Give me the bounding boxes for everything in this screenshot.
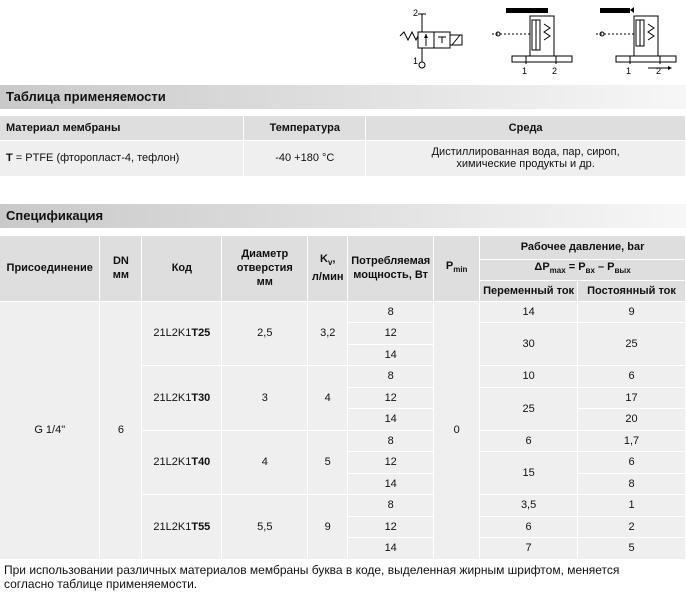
power-cell: 12	[348, 516, 434, 538]
dc-cell: 17	[578, 387, 686, 409]
dc-cell: 1,7	[578, 430, 686, 452]
table-row	[0, 301, 686, 323]
header-kv-main: K	[319, 253, 328, 266]
applicability-title: Таблица применяемости	[0, 85, 686, 109]
ac-cell: 6	[480, 430, 578, 452]
header-dn	[100, 236, 142, 301]
diameter-cell: 4	[222, 430, 308, 495]
dc-cell: 2	[578, 516, 686, 538]
dp-part1: ΔP	[534, 261, 550, 274]
code-prefix: 21L2K1	[153, 327, 192, 340]
medium-line-1: Дистиллированная вода, пар, сироп,	[431, 146, 620, 159]
ac-cell: 15	[480, 452, 578, 495]
code-cell	[142, 301, 222, 366]
dc-cell: 8	[578, 473, 686, 495]
dc-cell: 9	[578, 301, 686, 323]
kv-cell: 3,2	[308, 301, 348, 366]
valve-symbol-diagram	[396, 6, 476, 72]
header-pmin	[434, 236, 480, 301]
dp-part3: – P	[594, 261, 615, 274]
code-bold: T40	[191, 456, 211, 469]
applicability-header-row	[0, 116, 686, 140]
power-cell: 14	[348, 409, 434, 431]
specification-title: Спецификация	[0, 204, 686, 228]
code-prefix: 21L2K1	[153, 391, 192, 404]
power-cell: 8	[348, 301, 434, 323]
power-cell: 14	[348, 538, 434, 560]
code-prefix: 21L2K1	[153, 520, 192, 533]
dc-cell: 5	[578, 538, 686, 560]
header-temperature: Температура	[244, 116, 366, 140]
diameter-cell: 5,5	[222, 495, 308, 560]
power-cell: 8	[348, 430, 434, 452]
header-connection: Присоединение	[0, 236, 100, 301]
header-power-line2: мощность, Вт	[353, 269, 429, 282]
header-material: Материал мембраны	[0, 116, 244, 140]
kv-cell: 5	[308, 430, 348, 495]
material-code: T	[6, 152, 13, 165]
power-cell: 14	[348, 344, 434, 366]
dc-cell: 20	[578, 409, 686, 431]
header-kv-rest: ,	[332, 253, 336, 266]
valve-open-diagram	[596, 6, 682, 76]
header-ac: Переменный ток	[480, 280, 578, 301]
open-port-b-label: 2	[656, 66, 662, 76]
dp-part2: = P	[565, 261, 586, 274]
header-diameter-line3: мм	[256, 276, 273, 289]
dc-cell: 6	[578, 452, 686, 474]
power-cell: 12	[348, 387, 434, 409]
dp-sub3: вых	[614, 266, 631, 276]
header-code: Код	[142, 236, 222, 301]
diameter-cell: 3	[222, 366, 308, 431]
header-pmin-main: P	[445, 260, 454, 273]
header-diameter-line1: Диаметр	[241, 248, 289, 261]
dc-cell: 6	[578, 366, 686, 388]
header-delta-p	[480, 259, 686, 280]
applicability-row	[0, 140, 686, 176]
medium-cell	[366, 140, 686, 176]
header-power	[348, 236, 434, 301]
header-kv-sub: v	[327, 258, 333, 268]
temperature-cell: -40 +180 °C	[244, 140, 366, 176]
footnote	[4, 563, 684, 591]
dp-sub2: вх	[585, 266, 595, 276]
header-kv-unit: л/мин	[311, 271, 344, 284]
header-dn-line2: мм	[112, 269, 130, 282]
footnote-line-2: согласно таблице применяемости.	[4, 577, 198, 591]
diameter-cell: 2,5	[222, 301, 308, 366]
material-description: = PTFE (фторопласт-4, тефлон)	[12, 152, 180, 165]
code-cell	[142, 366, 222, 431]
power-cell: 14	[348, 473, 434, 495]
dn-cell: 6	[100, 301, 142, 559]
header-pmin-sub: min	[453, 265, 468, 275]
header-dn-line1: DN	[112, 255, 129, 268]
power-cell: 8	[348, 366, 434, 388]
dc-cell: 1	[578, 495, 686, 517]
symbol-port-bottom-label: 1	[413, 56, 419, 66]
ac-cell: 25	[480, 387, 578, 430]
header-dc: Постоянный ток	[578, 280, 686, 301]
applicability-table	[0, 116, 686, 176]
dp-sub1: max	[549, 266, 566, 276]
header-diameter	[222, 236, 308, 301]
kv-cell: 4	[308, 366, 348, 431]
code-cell	[142, 430, 222, 495]
kv-cell: 9	[308, 495, 348, 560]
ac-cell: 7	[480, 538, 578, 560]
connection-cell: G 1/4"	[0, 301, 100, 559]
medium-line-2: химические продукты и др.	[456, 158, 595, 171]
code-bold: T30	[191, 391, 211, 404]
power-cell: 12	[348, 323, 434, 345]
open-port-a-label: 1	[626, 66, 632, 76]
header-medium: Среда	[366, 116, 686, 140]
header-working-pressure: Рабочее давление, bar	[480, 236, 686, 259]
valve-closed-diagram	[492, 6, 578, 76]
code-prefix: 21L2K1	[153, 456, 192, 469]
material-cell	[0, 140, 244, 176]
closed-port-a-label: 1	[522, 66, 528, 76]
dc-cell: 25	[578, 323, 686, 366]
power-cell: 12	[348, 452, 434, 474]
footnote-line-1: При использовании различных материалов мембраны буква в коде, выделенная жирным шрифтом, меняется	[4, 563, 620, 577]
specification-table	[0, 236, 686, 560]
code-bold: T55	[191, 520, 211, 533]
symbol-port-top-label: 2	[413, 8, 419, 18]
header-kv	[308, 236, 348, 301]
valve-diagrams	[0, 0, 686, 80]
code-bold: T25	[191, 327, 211, 340]
specification-body	[0, 301, 686, 559]
power-cell: 8	[348, 495, 434, 517]
code-cell	[142, 495, 222, 560]
ac-cell: 6	[480, 516, 578, 538]
ac-cell: 3,5	[480, 495, 578, 517]
closed-port-b-label: 2	[552, 66, 558, 76]
ac-cell: 10	[480, 366, 578, 388]
pmin-cell: 0	[434, 301, 480, 559]
header-diameter-line2: отверстия	[236, 262, 293, 275]
ac-cell: 30	[480, 323, 578, 366]
ac-cell: 14	[480, 301, 578, 323]
header-power-line1: Потребляемая	[351, 255, 431, 268]
